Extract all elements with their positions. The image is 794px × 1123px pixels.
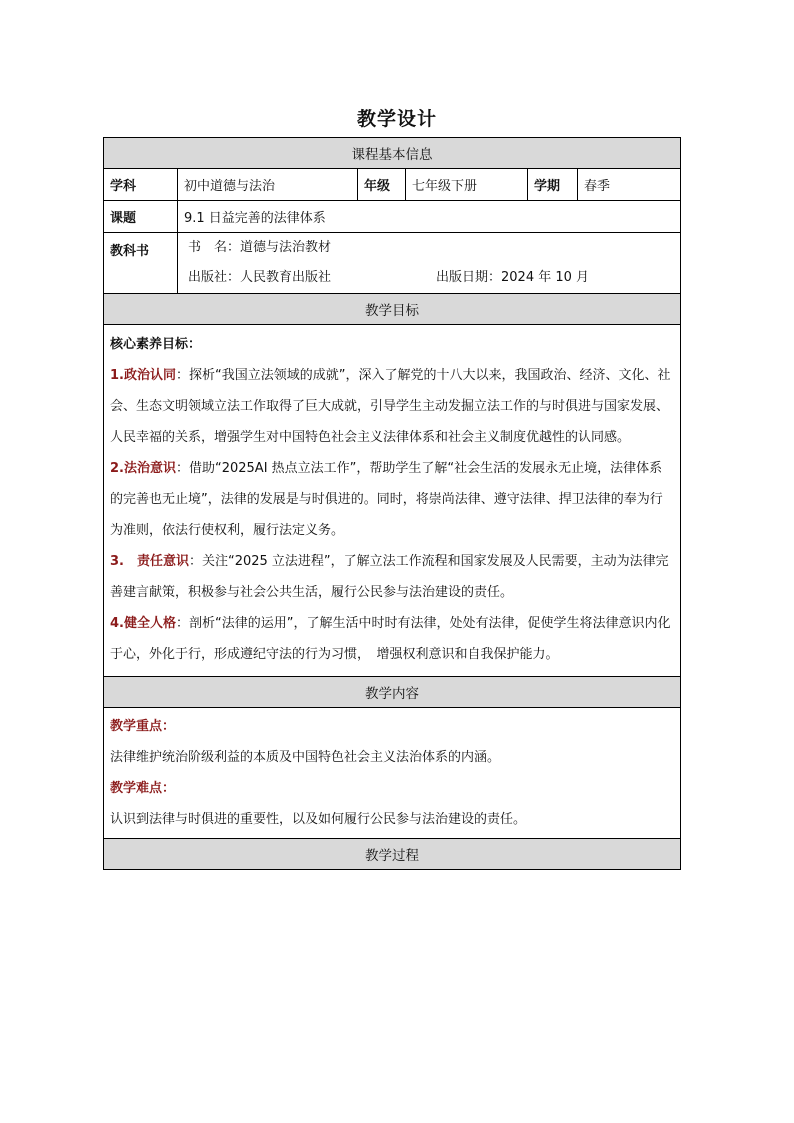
publisher: 出版社：人民教育出版社 [188,270,332,285]
grade-value: 七年级下册 [406,169,528,201]
document-title: 教学设计 [356,108,437,130]
term-value: 春季 [578,169,681,201]
textbook-label: 教科书 [104,233,178,294]
objectives-intro: 核心素养目标： [110,337,202,352]
section-header-process: 教学过程 [104,839,681,870]
objective-item: 2.法治意识：借助“2025AI 热点立法工作”，帮助学生了解“社会生活的发展永无止境，法律体系的完善也无止境”，法律的发展是与时俱进的。同时，将崇尚法律、遵守法律、捍卫法律的奉为行为准则，依法行使权利，履行法定义务。 [110,461,663,538]
key-points-label: 教学重点： [110,719,176,734]
section-header-basic-info: 课程基本信息 [104,138,681,169]
difficulties-text: 认识到法律与时俱进的重要性，以及如何履行公民参与法治建设的责任。 [110,812,527,827]
subject-label: 学科 [104,169,178,201]
topic-value: 9.1 日益完善的法律体系 [178,201,681,233]
section-header-content: 教学内容 [104,677,681,708]
objective-item: 3. 责任意识：关注“2025 立法进程”，了解立法工作流程和国家发展及人民需要，主动为法律完善建言献策，积极参与社会公共生活，履行公民参与法治建设的责任。 [110,554,669,600]
key-points-text: 法律维护统治阶级利益的本质及中国特色社会主义法治体系的内涵。 [110,750,501,765]
grade-label: 年级 [358,169,406,201]
publication-date: 出版日期：2024 年 10 月 [436,270,590,285]
objectives-body [104,325,681,677]
term-label: 学期 [528,169,578,201]
content-body [104,708,681,839]
objective-item: 1.政治认同：探析“我国立法领域的成就”，深入了解党的十八大以来，我国政治、经济、文化、社会、生态文明领域立法工作取得了巨大成就，引导学生主动发掘立法工作的与时俱进与国家发展、人民幸福的关系，增强学生对中国特色社会主义法律体系和社会主义制度优越性的认同感。 [110,368,671,445]
textbook-info [178,233,681,294]
topic-label: 课题 [104,201,178,233]
publisher-line [178,263,680,293]
section-header-objectives: 教学目标 [104,294,681,325]
book-name: 书 名：道德与法治教材 [188,240,332,255]
difficulties-label: 教学难点： [110,781,176,796]
subject-value: 初中道德与法治 [178,169,358,201]
objective-item: 4.健全人格：剖析“法律的运用”，了解生活中时时有法律，处处有法律，促使学生将法律意识内化于心，外化于行，形成遵纪守法的行为习惯， 增强权利意识和自我保护能力。 [110,616,671,662]
lesson-plan-table [103,137,681,870]
